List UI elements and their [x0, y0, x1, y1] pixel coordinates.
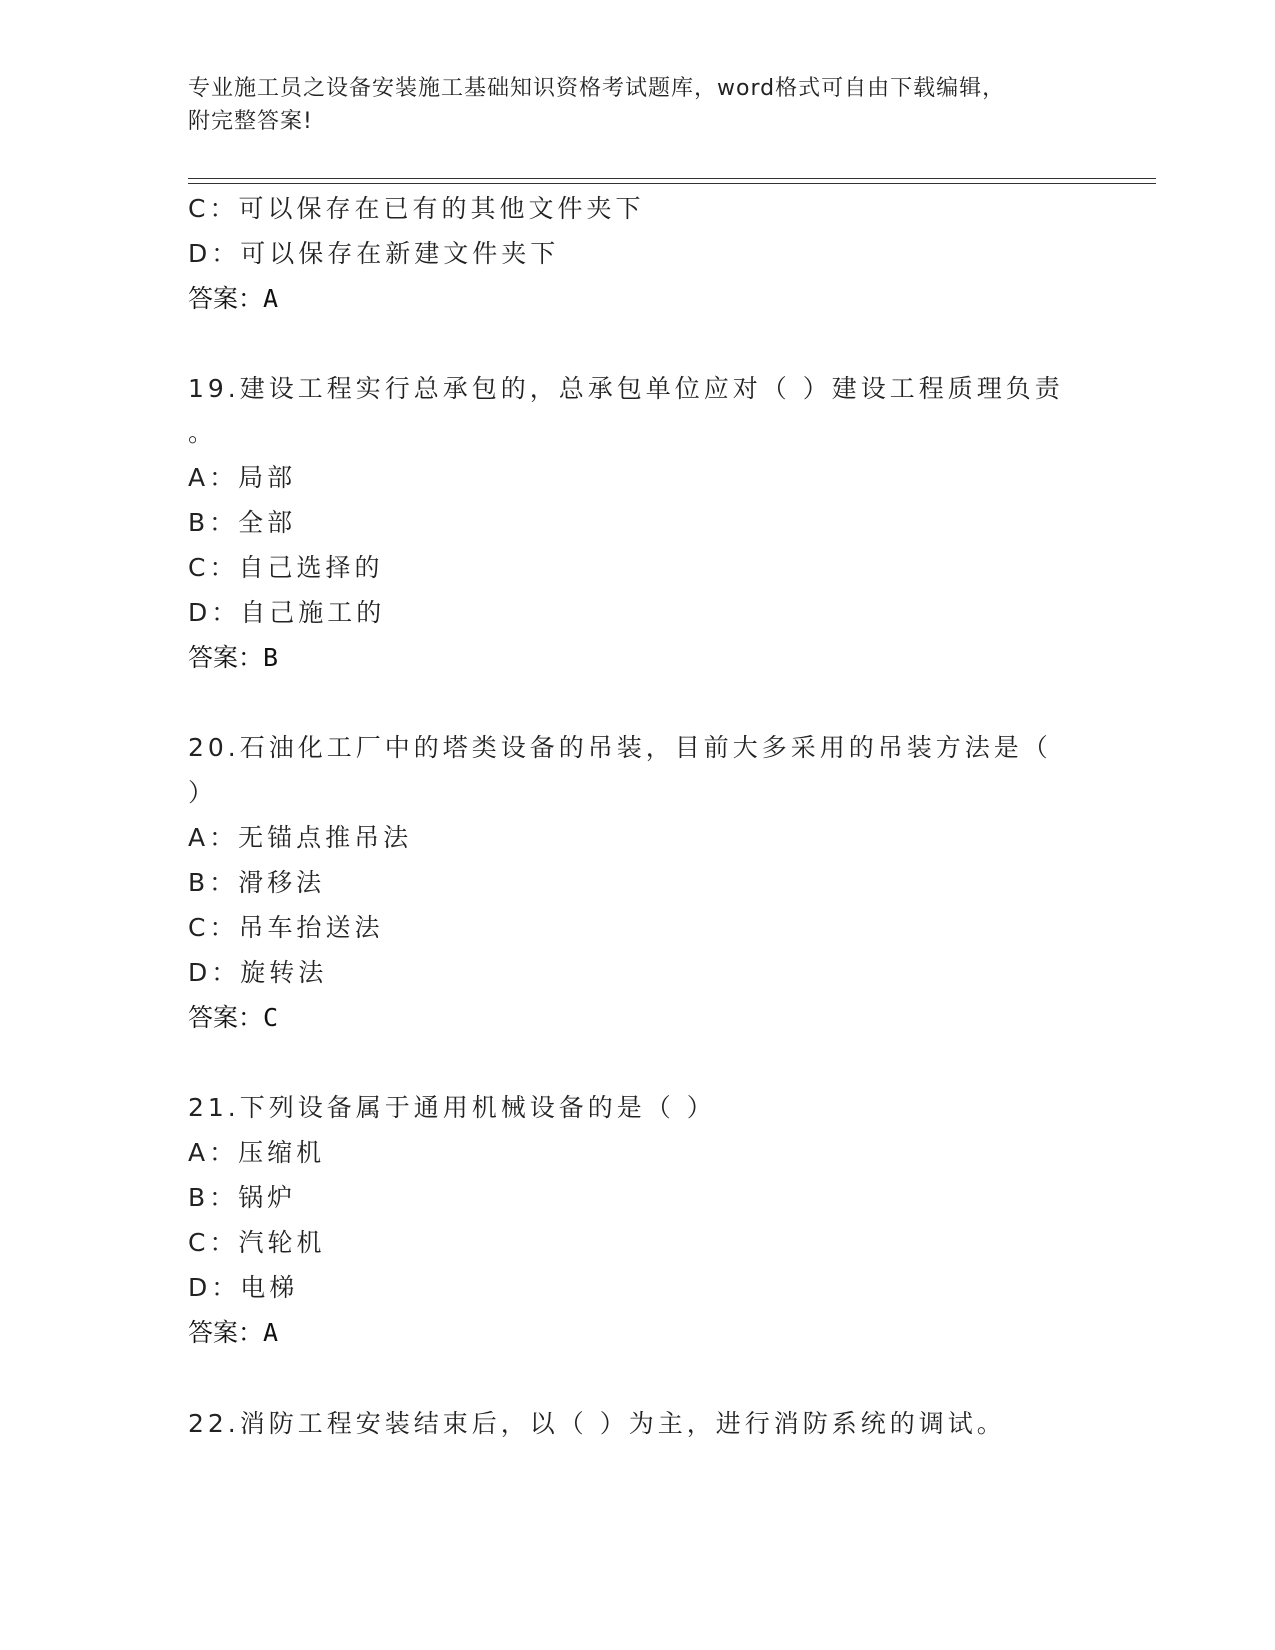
- q19-stem-continued: 。: [188, 418, 218, 447]
- q21-option-a: A：压缩机: [188, 1138, 326, 1167]
- q21-stem: 21.下列设备属于通用机械设备的是（ ）: [188, 1093, 716, 1122]
- q20-stem-continued: ）: [188, 778, 218, 807]
- q20-stem: 20.石油化工厂中的塔类设备的吊装，目前大多采用的吊装方法是（: [188, 733, 1052, 762]
- q19-option-b: B：全部: [188, 508, 297, 537]
- q18-option-d: D：可以保存在新建文件夹下: [188, 239, 560, 268]
- header-divider-bottom: [188, 183, 1156, 184]
- q20-option-c: C：吊车抬送法: [188, 913, 384, 942]
- q21-answer: 答案：A: [188, 1318, 279, 1347]
- q19-option-a: A：局部: [188, 463, 297, 492]
- q20-option-d: D：旋转法: [188, 958, 328, 987]
- q21-option-d: D：电梯: [188, 1273, 299, 1302]
- q21-option-b: B：锅炉: [188, 1183, 297, 1212]
- q22-stem: 22.消防工程安装结束后，以（ ）为主，进行消防系统的调试。: [188, 1409, 1006, 1438]
- q19-option-c: C：自己选择的: [188, 553, 384, 582]
- q19-option-d: D：自己施工的: [188, 598, 386, 627]
- q19-stem: 19.建设工程实行总承包的，总承包单位应对（ ）建设工程质理负责: [188, 374, 1064, 403]
- q20-option-a: A：无锚点推吊法: [188, 823, 413, 852]
- q20-answer: 答案：C: [188, 1003, 279, 1032]
- q20-option-b: B：滑移法: [188, 868, 326, 897]
- q19-answer: 答案：B: [188, 643, 279, 672]
- header-line-2: 附完整答案!: [188, 109, 313, 134]
- q21-option-c: C：汽轮机: [188, 1228, 326, 1257]
- header-divider-top: [188, 178, 1156, 179]
- header-line-1: 专业施工员之设备安装施工基础知识资格考试题库，word格式可自由下载编辑，: [188, 76, 1006, 101]
- q18-option-c: C：可以保存在已有的其他文件夹下: [188, 194, 645, 223]
- q18-answer: 答案：A: [188, 284, 279, 313]
- document-header: [188, 72, 1068, 138]
